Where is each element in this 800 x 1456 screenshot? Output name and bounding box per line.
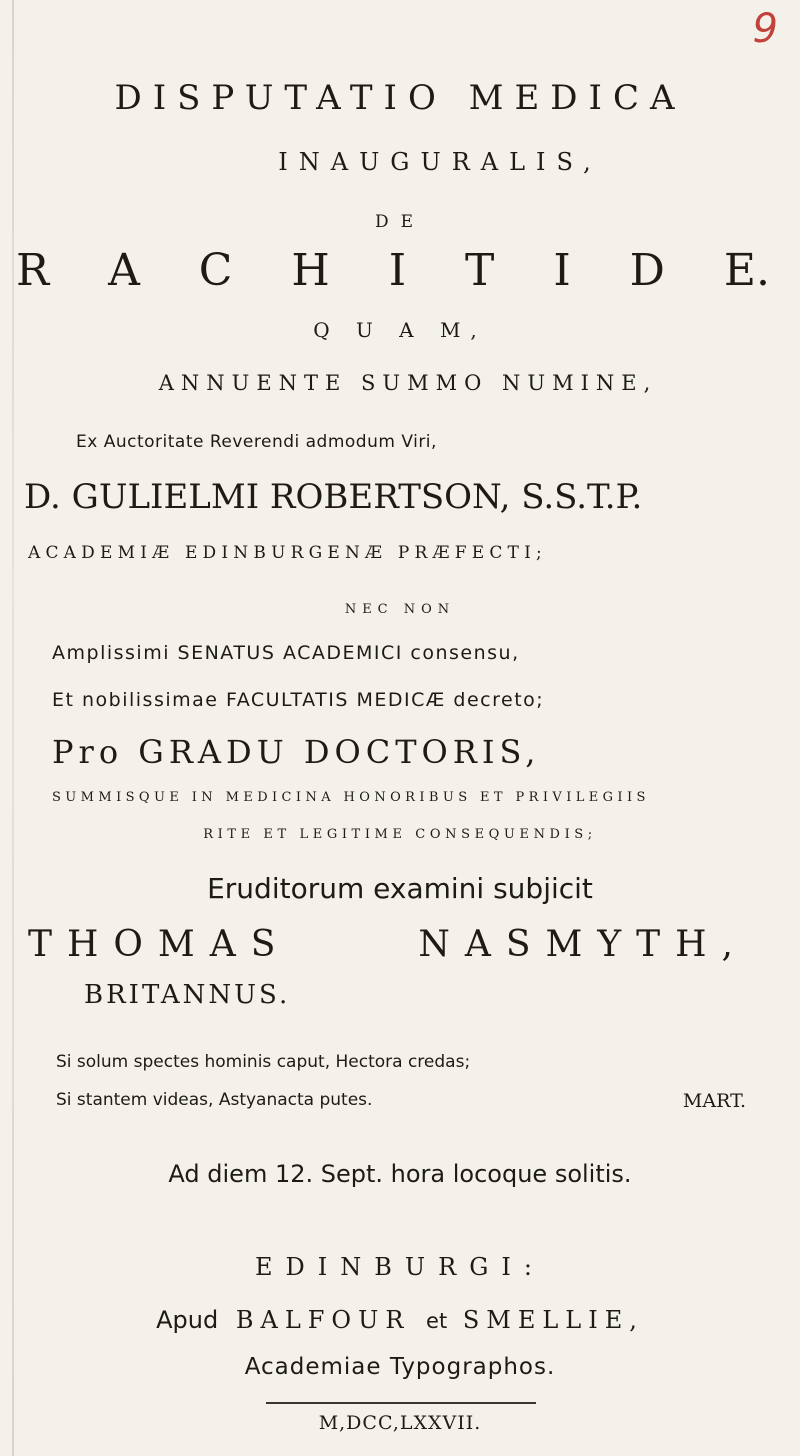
necnon-line: NEC NON xyxy=(344,602,456,617)
imprint-rule xyxy=(266,1402,536,1404)
date-line: Ad diem 12. Sept. hora locoque solitis. xyxy=(168,1160,632,1188)
imprint-academiae: Academiae Typographos. xyxy=(244,1354,556,1380)
subject-letter: D xyxy=(629,245,665,296)
imprint-city: EDINBURGI: xyxy=(255,1253,545,1281)
imprint-printer-2: SMELLIE, xyxy=(462,1306,644,1334)
subject-letter: I xyxy=(553,245,571,296)
imprint-printers xyxy=(0,1306,800,1334)
academiae-line: ACADEMIÆ EDINBURGENÆ PRÆFECTI; xyxy=(28,543,547,563)
auctoritate-line: Ex Auctoritate Reverendi admodum Viri, xyxy=(76,432,437,452)
subject-letter: C xyxy=(198,245,233,296)
imprint-et: et xyxy=(426,1309,448,1333)
subject-letter: A xyxy=(108,245,140,296)
title-line-2: INAUGURALIS, xyxy=(278,148,602,176)
epigraph-line-2: Si stantem videas, Astyanacta putes. xyxy=(56,1090,373,1110)
author-first-name: THOMAS xyxy=(28,924,291,965)
imprint-printer-1: BALFOUR xyxy=(235,1306,411,1334)
facultatis-line: Et nobilissimae FACULTATIS MEDICÆ decreto; xyxy=(52,689,545,711)
annuente-line: ANNUENTE SUMMO NUMINE, xyxy=(158,371,658,395)
title-line-3: DE xyxy=(374,212,426,232)
eruditorum-line: Eruditorum examini subjicit xyxy=(207,872,593,905)
author-name xyxy=(28,924,748,965)
epigraph-source: MART. xyxy=(682,1090,746,1112)
senatus-line: Amplissimi SENATUS ACADEMICI consensu, xyxy=(52,642,520,664)
epigraph-line-2-row xyxy=(56,1090,746,1112)
pro-gradu-line: Pro GRADU DOCTORIS, xyxy=(52,733,541,771)
page-number: 9 xyxy=(752,6,778,52)
imprint-apud: Apud xyxy=(156,1306,219,1334)
subject-letter: I xyxy=(388,245,407,296)
quam-line: Q U A M, xyxy=(313,318,487,342)
title-line-1: DISPUTATIO MEDICA xyxy=(114,78,686,118)
subject-letter: H xyxy=(291,245,330,296)
rector-name: D. GULIELMI ROBERTSON, S.S.T.P. xyxy=(24,477,643,517)
subject-title xyxy=(16,245,792,296)
rite-line: RITE ET LEGITIME CONSEQUENDIS; xyxy=(203,827,597,842)
epigraph-line-1: Si solum spectes hominis caput, Hectora credas; xyxy=(56,1052,471,1072)
author-last-name: NASMYTH, xyxy=(418,924,748,965)
subject-letter: R xyxy=(16,245,50,296)
author-nation: BRITANNUS. xyxy=(84,980,291,1010)
summisque-line: SUMMISQUE IN MEDICINA HONORIBUS ET PRIVILEGIIS xyxy=(52,790,650,805)
imprint-year: M,DCC,LXXVII. xyxy=(318,1412,482,1434)
subject-letter: T xyxy=(465,245,495,296)
subject-letter: E. xyxy=(723,245,770,296)
